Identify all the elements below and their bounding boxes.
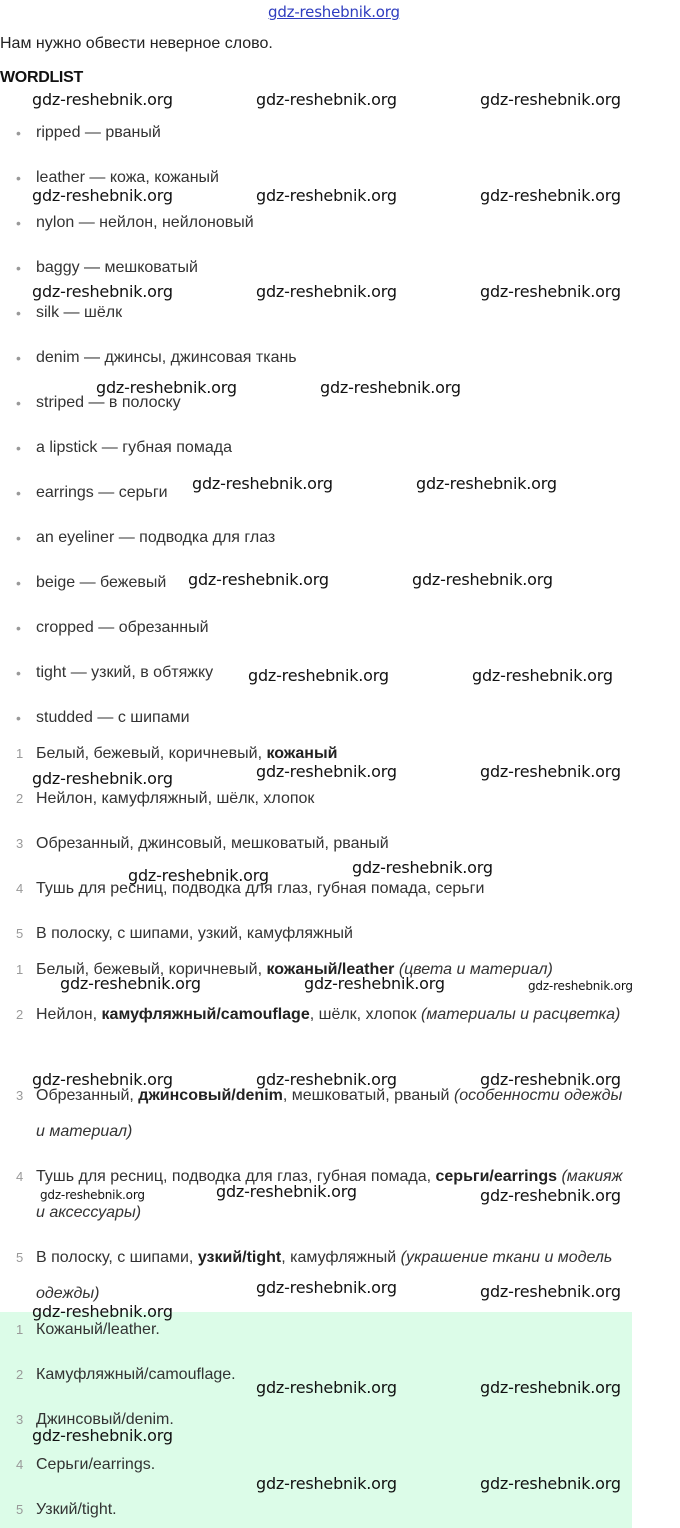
watermark: gdz-reshebnik.org xyxy=(256,1070,397,1089)
watermark: gdz-reshebnik.org xyxy=(416,474,557,493)
watermark: gdz-reshebnik.org xyxy=(32,1070,173,1089)
watermark: gdz-reshebnik.org xyxy=(256,186,397,205)
bullet-icon: • xyxy=(16,440,21,456)
watermark: gdz-reshebnik.org xyxy=(40,1188,145,1202)
watermark: gdz-reshebnik.org xyxy=(32,282,173,301)
site-link[interactable]: gdz-reshebnik.org xyxy=(268,3,400,21)
watermark: gdz-reshebnik.org xyxy=(480,1474,621,1493)
bullet-icon: • xyxy=(16,215,21,231)
watermark: gdz-reshebnik.org xyxy=(32,769,173,788)
wordlist-heading: WORDLIST xyxy=(0,69,83,86)
bullet-icon: • xyxy=(16,530,21,546)
watermark: gdz-reshebnik.org xyxy=(32,186,173,205)
watermark: gdz-reshebnik.org xyxy=(32,1426,173,1445)
watermark: gdz-reshebnik.org xyxy=(192,474,333,493)
watermark: gdz-reshebnik.org xyxy=(256,1278,397,1297)
watermark: gdz-reshebnik.org xyxy=(256,90,397,109)
watermark: gdz-reshebnik.org xyxy=(96,378,237,397)
watermark: gdz-reshebnik.org xyxy=(188,570,329,589)
watermark: gdz-reshebnik.org xyxy=(304,974,445,993)
watermark: gdz-reshebnik.org xyxy=(256,1378,397,1397)
watermark: gdz-reshebnik.org xyxy=(32,1302,173,1321)
watermark: gdz-reshebnik.org xyxy=(32,90,173,109)
watermark: gdz-reshebnik.org xyxy=(528,979,633,993)
bullet-icon: • xyxy=(16,260,21,276)
watermark: gdz-reshebnik.org xyxy=(480,186,621,205)
watermark: gdz-reshebnik.org xyxy=(480,90,621,109)
watermark: gdz-reshebnik.org xyxy=(412,570,553,589)
watermark: gdz-reshebnik.org xyxy=(60,974,201,993)
watermark: gdz-reshebnik.org xyxy=(480,1378,621,1397)
watermark: gdz-reshebnik.org xyxy=(480,1186,621,1205)
watermark: gdz-reshebnik.org xyxy=(472,666,613,685)
bullet-icon: • xyxy=(16,665,21,681)
watermark: gdz-reshebnik.org xyxy=(480,282,621,301)
watermark: gdz-reshebnik.org xyxy=(352,858,493,877)
watermark: gdz-reshebnik.org xyxy=(216,1182,357,1201)
bullet-icon: • xyxy=(16,620,21,636)
bullet-icon: • xyxy=(16,125,21,141)
bullet-icon: • xyxy=(16,395,21,411)
bullet-icon: • xyxy=(16,710,21,726)
watermark: gdz-reshebnik.org xyxy=(256,282,397,301)
watermark: gdz-reshebnik.org xyxy=(256,762,397,781)
bullet-icon: • xyxy=(16,305,21,321)
bullet-icon: • xyxy=(16,575,21,591)
watermark: gdz-reshebnik.org xyxy=(480,1070,621,1089)
watermark: gdz-reshebnik.org xyxy=(248,666,389,685)
watermark: gdz-reshebnik.org xyxy=(320,378,461,397)
task-intro: Нам нужно обвести неверное слово. xyxy=(0,35,273,52)
watermark: gdz-reshebnik.org xyxy=(480,1282,621,1301)
bullet-icon: • xyxy=(16,170,21,186)
bullet-icon: • xyxy=(16,485,21,501)
watermark: gdz-reshebnik.org xyxy=(128,866,269,885)
watermark: gdz-reshebnik.org xyxy=(480,762,621,781)
watermark: gdz-reshebnik.org xyxy=(256,1474,397,1493)
bullet-icon: • xyxy=(16,350,21,366)
